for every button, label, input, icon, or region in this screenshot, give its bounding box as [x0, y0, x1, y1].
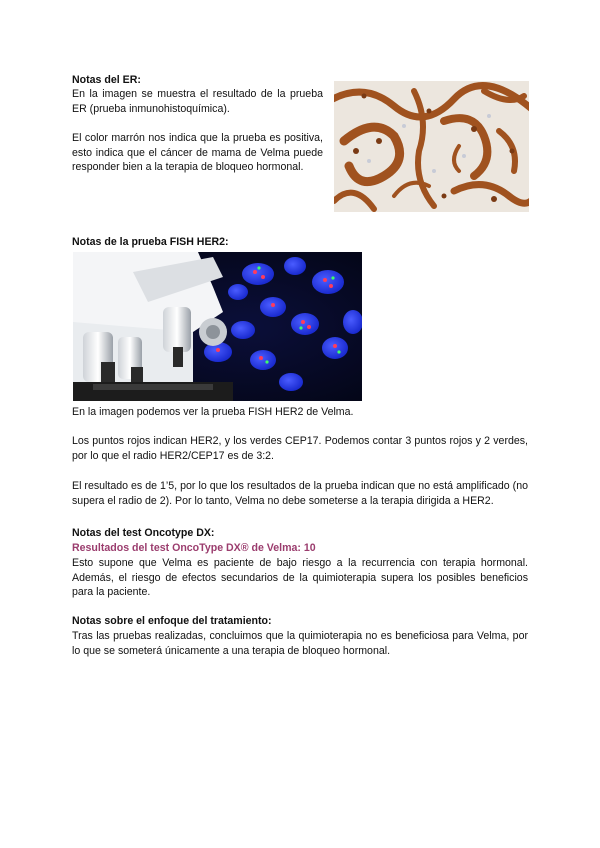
- fish-paragraph-2: El resultado es de 1’5, por lo que los resultados de la prueba indican que no está amplificado (no supera el radio de 2). Por lo tanto, Velma no debe someterse a la terapia dirigida a HER2.: [72, 480, 528, 507]
- er-paragraph-1: En la imagen se muestra el resultado de la prueba ER (prueba inmunohistoquímica).: [72, 88, 323, 115]
- treatment-paragraph: Tras las pruebas realizadas, concluimos que la quimioterapia no es beneficiosa para Velma, por lo que se someterá únicamente a una terapia de bloqueo hormonal.: [72, 630, 528, 657]
- oncotype-heading: Notas del test Oncotype DX:: [72, 527, 215, 539]
- fish-heading: Notas de la prueba FISH HER2:: [72, 236, 229, 248]
- oncotype-result: Resultados del test OncoType DX® de Velma: 10: [72, 542, 316, 554]
- oncotype-paragraph: Esto supone que Velma es paciente de bajo riesgo a la recurrencia con terapia hormonal. Además, el riesgo de efectos secundarios de la quimioterapia supera los posibles beneficios para la paciente.: [72, 557, 528, 599]
- er-ihc-stain-image: [334, 81, 529, 212]
- er-paragraph-2: El color marrón nos indica que la prueba es positiva, esto indica que el cáncer de mama de Velma puede responder bien a la terapia de bloqueo hormonal.: [72, 132, 323, 174]
- treatment-heading: Notas sobre el enfoque del tratamiento:: [72, 615, 272, 627]
- er-heading: Notas del ER:: [72, 74, 141, 86]
- fish-image-caption: En la imagen podemos ver la prueba FISH HER2 de Velma.: [72, 406, 354, 418]
- fish-paragraph-1: Los puntos rojos indican HER2, y los verdes CEP17. Podemos contar 3 puntos rojos y 2 verdes, por lo que el radio HER2/CEP17 es de 3:2.: [72, 435, 528, 462]
- fish-her2-microscope-image: [73, 252, 362, 401]
